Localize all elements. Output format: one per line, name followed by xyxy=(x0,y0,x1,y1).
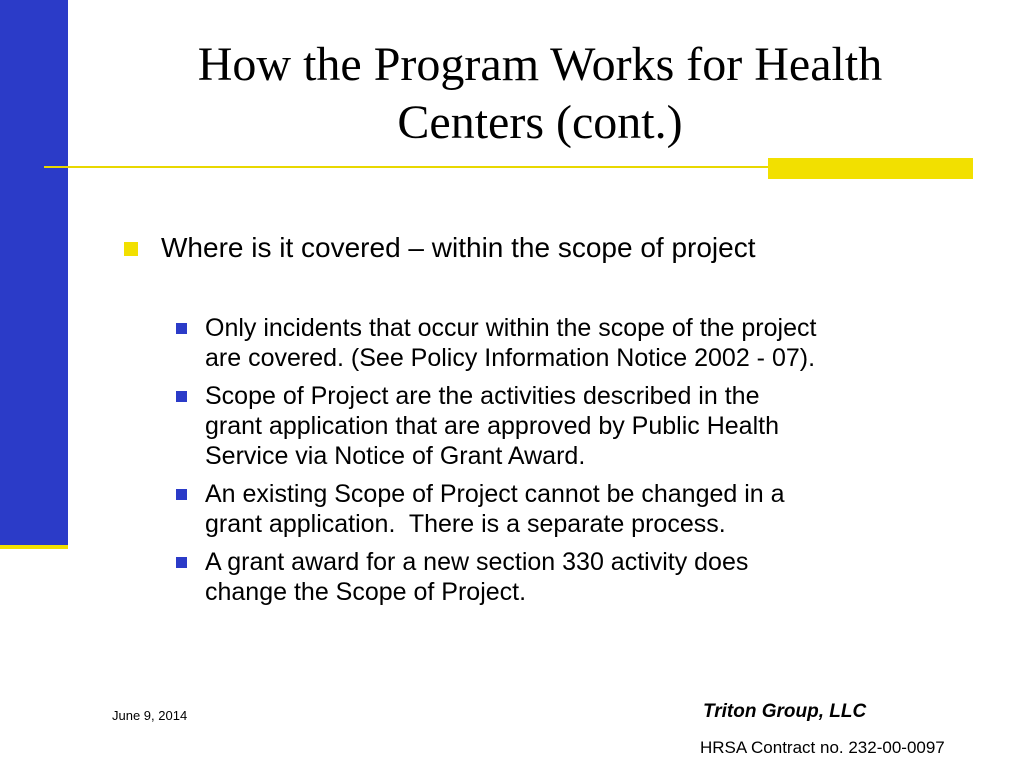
list-item xyxy=(174,547,1004,607)
footer-date: June 9, 2014 xyxy=(112,708,188,723)
sub-bullet-text: Scope of Project are the activities described in the grant application that are approved by Public Health Service via Notice of Grant Award. xyxy=(205,382,779,470)
sub-bullet-text: A grant award for a new section 330 activity does change the Scope of Project. xyxy=(205,548,749,606)
footer-company: Triton Group, LLC xyxy=(703,701,867,722)
sub-bullet-square-icon xyxy=(176,323,187,334)
left-accent-bar xyxy=(0,0,68,545)
sub-bullet-square-icon xyxy=(176,391,187,402)
left-bar-yellow-stripe xyxy=(0,545,68,549)
main-bullet-square-icon xyxy=(124,242,138,256)
sub-bullet-square-icon xyxy=(176,489,187,500)
list-item xyxy=(174,381,1004,471)
sub-bullet-list xyxy=(174,313,1004,615)
sub-bullet-text: An existing Scope of Project cannot be changed in a grant application. There is a separate process. xyxy=(205,480,785,538)
list-item xyxy=(174,313,1004,373)
main-bullet-text: Where is it covered – within the scope of project xyxy=(161,232,756,263)
slide-title-line1: How the Program Works for Health xyxy=(197,38,883,91)
sub-bullet-text: Only incidents that occur within the scope of the project are covered. (See Policy Information Notice 2002 - 07). xyxy=(205,314,817,372)
title-underline-block xyxy=(768,158,973,179)
sub-bullet-square-icon xyxy=(176,557,187,568)
slide-title-line2: Centers (cont.) xyxy=(397,96,683,149)
slide-title xyxy=(80,36,1000,152)
list-item xyxy=(174,479,1004,539)
footer-contract: HRSA Contract no. 232-00-0097 xyxy=(700,738,945,757)
